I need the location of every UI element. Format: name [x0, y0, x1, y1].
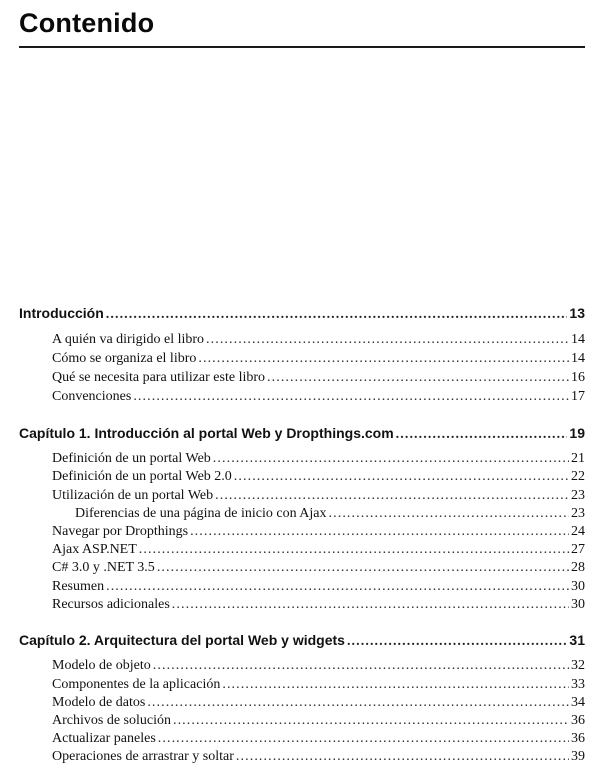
- dot-leader: [213, 451, 569, 467]
- toc-item-title: Ajax ASP.NET: [52, 542, 137, 557]
- toc-item[interactable]: [52, 370, 585, 386]
- toc-item-page: 30: [571, 597, 585, 612]
- toc-item-page: 22: [571, 469, 585, 484]
- dot-leader: [106, 579, 569, 595]
- toc-item[interactable]: [52, 695, 585, 711]
- toc-item-title: Convenciones: [52, 389, 132, 404]
- dot-leader: [190, 524, 569, 540]
- dot-leader: [222, 677, 569, 693]
- toc-item[interactable]: [52, 389, 585, 405]
- toc-item-title: Definición de un portal Web 2.0: [52, 469, 232, 484]
- toc-item-page: 23: [571, 506, 585, 521]
- toc-item-page: 36: [571, 731, 585, 746]
- toc-item-page: 16: [571, 370, 585, 385]
- toc-item[interactable]: [52, 351, 585, 367]
- dot-leader: [158, 731, 569, 747]
- toc-item[interactable]: [52, 542, 585, 558]
- toc-item-page: 27: [571, 542, 585, 557]
- toc-item[interactable]: [52, 451, 585, 467]
- dot-leader: [139, 542, 569, 558]
- toc-item-title: Operaciones de arrastrar y soltar: [52, 749, 234, 764]
- toc-item[interactable]: [52, 560, 585, 576]
- toc-section-title: Introducción: [19, 305, 104, 321]
- toc-item-page: 39: [571, 749, 585, 764]
- toc-subitem[interactable]: [75, 506, 585, 522]
- toc-item[interactable]: [52, 749, 585, 765]
- toc-item-title: Modelo de datos: [52, 695, 146, 710]
- dot-leader: [267, 370, 569, 386]
- toc-item-page: 30: [571, 579, 585, 594]
- toc-item-title: Modelo de objeto: [52, 658, 151, 673]
- toc-item[interactable]: [52, 579, 585, 595]
- toc-item-title: Diferencias de una página de inicio con Ajax: [75, 506, 327, 521]
- toc-item-page: 28: [571, 560, 585, 575]
- toc-item-page: 14: [571, 332, 585, 347]
- toc-item-title: Definición de un portal Web: [52, 451, 211, 466]
- dot-leader: [157, 560, 569, 576]
- toc-item[interactable]: [52, 731, 585, 747]
- dot-leader: [172, 597, 569, 613]
- toc-item-title: C# 3.0 y .NET 3.5: [52, 560, 155, 575]
- dot-leader: [198, 351, 569, 367]
- toc-item[interactable]: [52, 658, 585, 674]
- toc-item[interactable]: [52, 524, 585, 540]
- toc-item[interactable]: [52, 332, 585, 348]
- title-divider: [19, 46, 585, 48]
- toc-item-title: Actualizar paneles: [52, 731, 156, 746]
- dot-leader: [215, 488, 569, 504]
- dot-leader: [236, 749, 569, 765]
- toc-item-title: Recursos adicionales: [52, 597, 170, 612]
- toc-item-title: Componentes de la aplicación: [52, 677, 221, 692]
- dot-leader: [206, 332, 569, 348]
- dot-leader: [147, 695, 569, 711]
- toc-item-page: 23: [571, 488, 585, 503]
- toc-section-capitulo-1[interactable]: [19, 425, 585, 443]
- dot-leader: [347, 634, 567, 650]
- dot-leader: [173, 713, 569, 729]
- toc-item-title: A quién va dirigido el libro: [52, 332, 205, 347]
- toc-item-title: Archivos de solución: [52, 713, 171, 728]
- toc-section-capitulo-2[interactable]: [19, 632, 585, 650]
- toc-item-page: 24: [571, 524, 585, 539]
- toc-item-title: Cómo se organiza el libro: [52, 351, 197, 366]
- toc-item-title: Navegar por Dropthings: [52, 524, 189, 539]
- toc-section-introduccion[interactable]: [19, 305, 585, 323]
- toc-item-page: 32: [571, 658, 585, 673]
- toc-item-page: 36: [571, 713, 585, 728]
- dot-leader: [153, 658, 569, 674]
- toc-item-title: Utilización de un portal Web: [52, 488, 214, 503]
- toc-item-page: 33: [571, 677, 585, 692]
- toc-item-page: 14: [571, 351, 585, 366]
- page-title: Contenido: [19, 8, 155, 38]
- toc-section-page: 31: [569, 632, 585, 648]
- toc-item-title: Resumen: [52, 579, 105, 594]
- dot-leader: [106, 307, 568, 323]
- toc-item[interactable]: [52, 488, 585, 504]
- toc-section-title: Capítulo 2. Arquitectura del portal Web y widgets: [19, 632, 345, 648]
- toc-section-title: Capítulo 1. Introducción al portal Web y Dropthings.com: [19, 425, 394, 441]
- toc-item-title: Qué se necesita para utilizar este libro: [52, 370, 266, 385]
- dot-leader: [133, 389, 569, 405]
- dot-leader: [396, 427, 568, 443]
- toc-item[interactable]: [52, 469, 585, 485]
- toc-item-page: 34: [571, 695, 585, 710]
- toc-section-page: 13: [569, 305, 585, 321]
- toc-item[interactable]: [52, 713, 585, 729]
- toc-item-page: 21: [571, 451, 585, 466]
- dot-leader: [234, 469, 569, 485]
- dot-leader: [329, 506, 569, 522]
- toc-item[interactable]: [52, 677, 585, 693]
- toc-item-page: 17: [571, 389, 585, 404]
- toc-item[interactable]: [52, 597, 585, 613]
- toc-section-page: 19: [569, 425, 585, 441]
